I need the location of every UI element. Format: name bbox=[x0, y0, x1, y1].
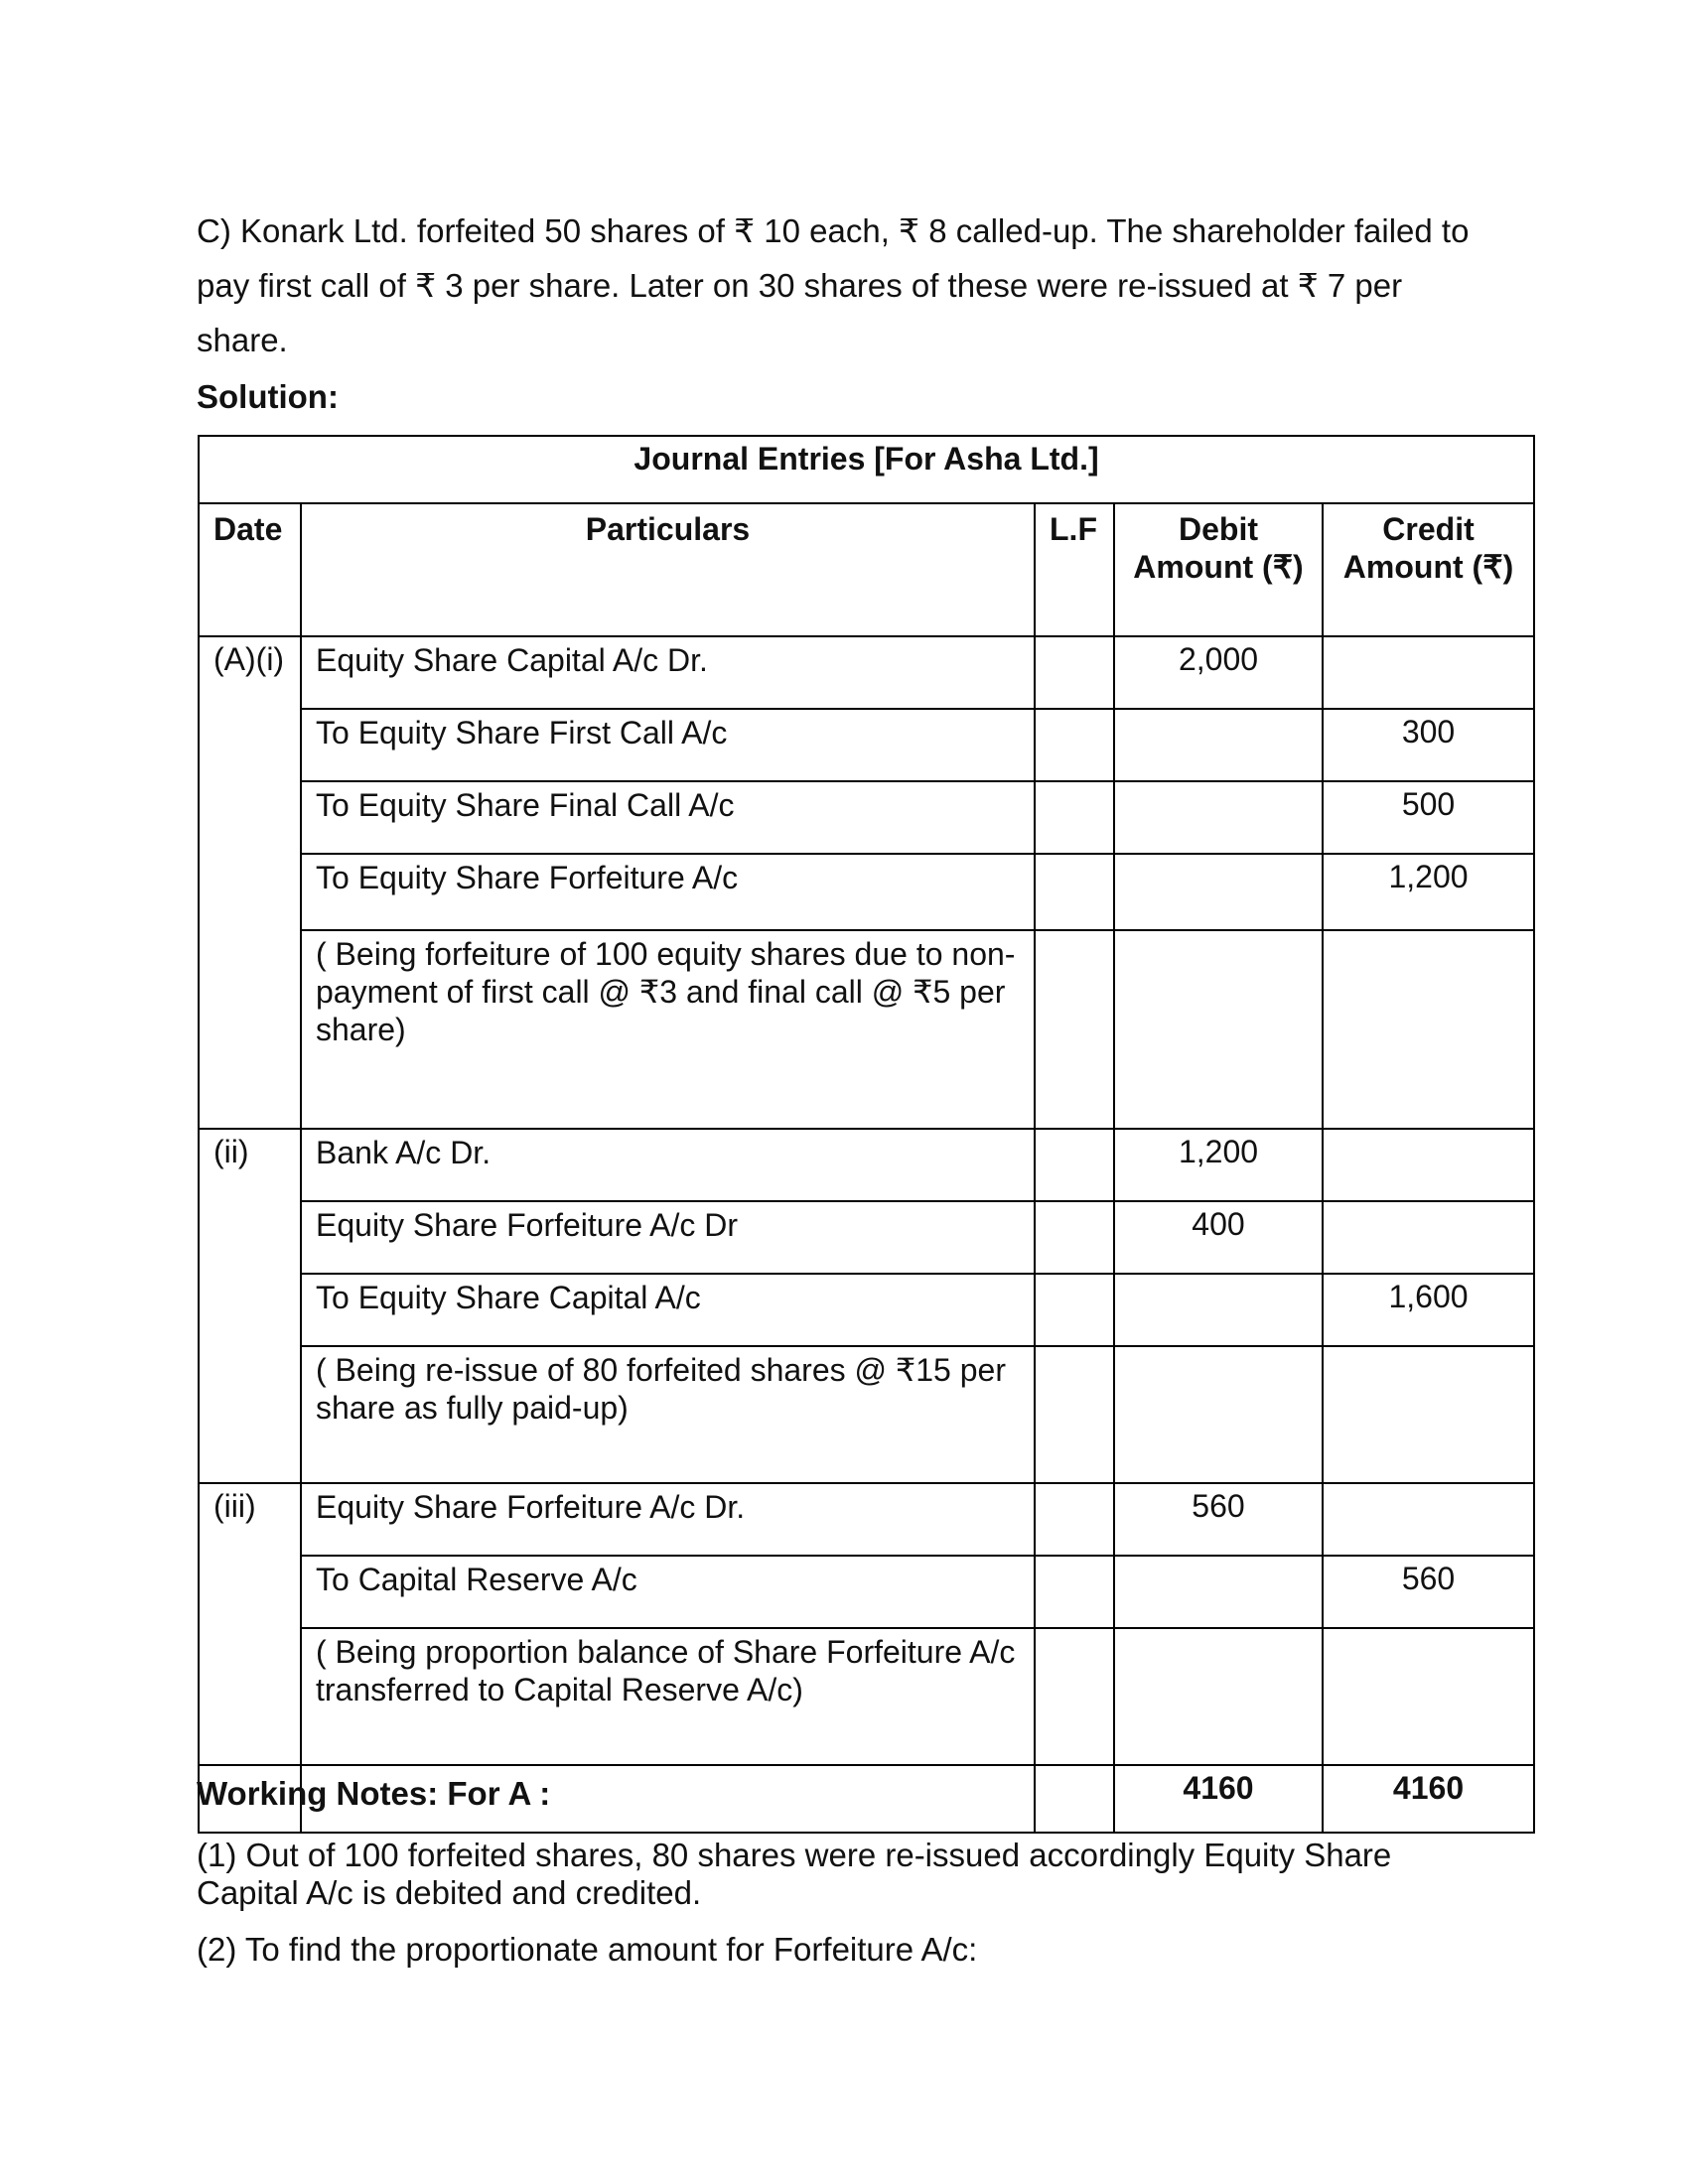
credit-cell: 1,200 bbox=[1323, 854, 1534, 930]
debit-cell bbox=[1114, 1556, 1323, 1628]
table-row bbox=[199, 1556, 1534, 1628]
table-row bbox=[199, 709, 1534, 781]
lf-cell bbox=[1035, 930, 1114, 1129]
journal-caption: Journal Entries [For Asha Ltd.] bbox=[199, 436, 1534, 503]
total-lf-cell bbox=[1035, 1765, 1114, 1833]
header-particulars: Particulars bbox=[301, 503, 1035, 636]
table-row bbox=[199, 1274, 1534, 1346]
total-credit: 4160 bbox=[1323, 1765, 1534, 1833]
header-credit bbox=[1323, 503, 1534, 636]
header-debit-line-1: Debit bbox=[1179, 511, 1258, 547]
particulars-cell: To Equity Share Forfeiture A/c bbox=[301, 854, 1035, 930]
lf-cell bbox=[1035, 1129, 1114, 1201]
lf-cell bbox=[1035, 854, 1114, 930]
debit-cell bbox=[1114, 1346, 1323, 1483]
credit-cell bbox=[1323, 1129, 1534, 1201]
table-row bbox=[199, 930, 1534, 1129]
debit-cell bbox=[1114, 930, 1323, 1129]
header-date: Date bbox=[199, 503, 301, 636]
lf-cell bbox=[1035, 1483, 1114, 1556]
particulars-cell: To Equity Share First Call A/c bbox=[301, 709, 1035, 781]
working-note-1: (1) Out of 100 forfeited shares, 80 shares were re-issued accordingly Equity Share Capital A/c is debited and credited. bbox=[197, 1837, 1392, 1911]
debit-cell: 560 bbox=[1114, 1483, 1323, 1556]
table-row bbox=[199, 1201, 1534, 1274]
date-cell: (A)(i) bbox=[199, 636, 301, 1129]
table-header-row bbox=[199, 503, 1534, 636]
working-note-2: (2) To find the proportionate amount for Forfeiture A/c: bbox=[197, 1931, 978, 1968]
debit-cell bbox=[1114, 709, 1323, 781]
credit-cell bbox=[1323, 1483, 1534, 1556]
table-row bbox=[199, 1483, 1534, 1556]
table-row bbox=[199, 854, 1534, 930]
particulars-cell: Equity Share Capital A/c Dr. bbox=[301, 636, 1035, 709]
credit-cell: 500 bbox=[1323, 781, 1534, 854]
narration-cell: ( Being forfeiture of 100 equity shares due to non-payment of first call @ ₹3 and final call @ ₹5 per share) bbox=[301, 930, 1035, 1129]
date-cell: (ii) bbox=[199, 1129, 301, 1483]
credit-cell: 1,600 bbox=[1323, 1274, 1534, 1346]
debit-cell: 2,000 bbox=[1114, 636, 1323, 709]
lf-cell bbox=[1035, 709, 1114, 781]
lf-cell bbox=[1035, 1274, 1114, 1346]
credit-cell bbox=[1323, 636, 1534, 709]
lf-cell bbox=[1035, 636, 1114, 709]
debit-cell bbox=[1114, 781, 1323, 854]
question-line-2: pay first call of ₹ 3 per share. Later on 30 shares of these were re-issued at ₹ 7 per bbox=[197, 267, 1403, 304]
debit-cell bbox=[1114, 1274, 1323, 1346]
journal-table bbox=[198, 435, 1535, 1834]
header-debit bbox=[1114, 503, 1323, 636]
particulars-cell: Equity Share Forfeiture A/c Dr bbox=[301, 1201, 1035, 1274]
table-row bbox=[199, 1129, 1534, 1201]
debit-cell: 1,200 bbox=[1114, 1129, 1323, 1201]
narration-cell: ( Being proportion balance of Share Forfeiture A/c transferred to Capital Reserve A/c) bbox=[301, 1628, 1035, 1765]
credit-cell bbox=[1323, 1628, 1534, 1765]
particulars-cell: Equity Share Forfeiture A/c Dr. bbox=[301, 1483, 1035, 1556]
credit-cell: 300 bbox=[1323, 709, 1534, 781]
lf-cell bbox=[1035, 1201, 1114, 1274]
working-notes-heading: Working Notes: For A : bbox=[197, 1775, 551, 1812]
lf-cell bbox=[1035, 781, 1114, 854]
header-debit-line-2: Amount (₹) bbox=[1133, 549, 1304, 585]
header-credit-line-2: Amount (₹) bbox=[1342, 549, 1514, 585]
credit-cell bbox=[1323, 930, 1534, 1129]
particulars-cell: Bank A/c Dr. bbox=[301, 1129, 1035, 1201]
credit-cell bbox=[1323, 1201, 1534, 1274]
table-row bbox=[199, 1346, 1534, 1483]
header-credit-line-1: Credit bbox=[1382, 511, 1475, 547]
credit-cell bbox=[1323, 1346, 1534, 1483]
particulars-cell: To Equity Share Final Call A/c bbox=[301, 781, 1035, 854]
question-text bbox=[197, 204, 1507, 367]
debit-cell: 400 bbox=[1114, 1201, 1323, 1274]
header-lf: L.F bbox=[1035, 503, 1114, 636]
narration-cell: ( Being re-issue of 80 forfeited shares @ ₹15 per share as fully paid-up) bbox=[301, 1346, 1035, 1483]
table-row bbox=[199, 636, 1534, 709]
total-debit: 4160 bbox=[1114, 1765, 1323, 1833]
lf-cell bbox=[1035, 1628, 1114, 1765]
credit-cell: 560 bbox=[1323, 1556, 1534, 1628]
table-row bbox=[199, 1628, 1534, 1765]
debit-cell bbox=[1114, 854, 1323, 930]
lf-cell bbox=[1035, 1346, 1114, 1483]
date-cell: (iii) bbox=[199, 1483, 301, 1765]
particulars-cell: To Equity Share Capital A/c bbox=[301, 1274, 1035, 1346]
lf-cell bbox=[1035, 1556, 1114, 1628]
particulars-cell: To Capital Reserve A/c bbox=[301, 1556, 1035, 1628]
question-line-1: C) Konark Ltd. forfeited 50 shares of ₹ 10 each, ₹ 8 called-up. The shareholder failed to bbox=[197, 212, 1470, 249]
question-line-3: share. bbox=[197, 322, 288, 358]
solution-heading: Solution: bbox=[197, 378, 339, 415]
debit-cell bbox=[1114, 1628, 1323, 1765]
table-row bbox=[199, 781, 1534, 854]
